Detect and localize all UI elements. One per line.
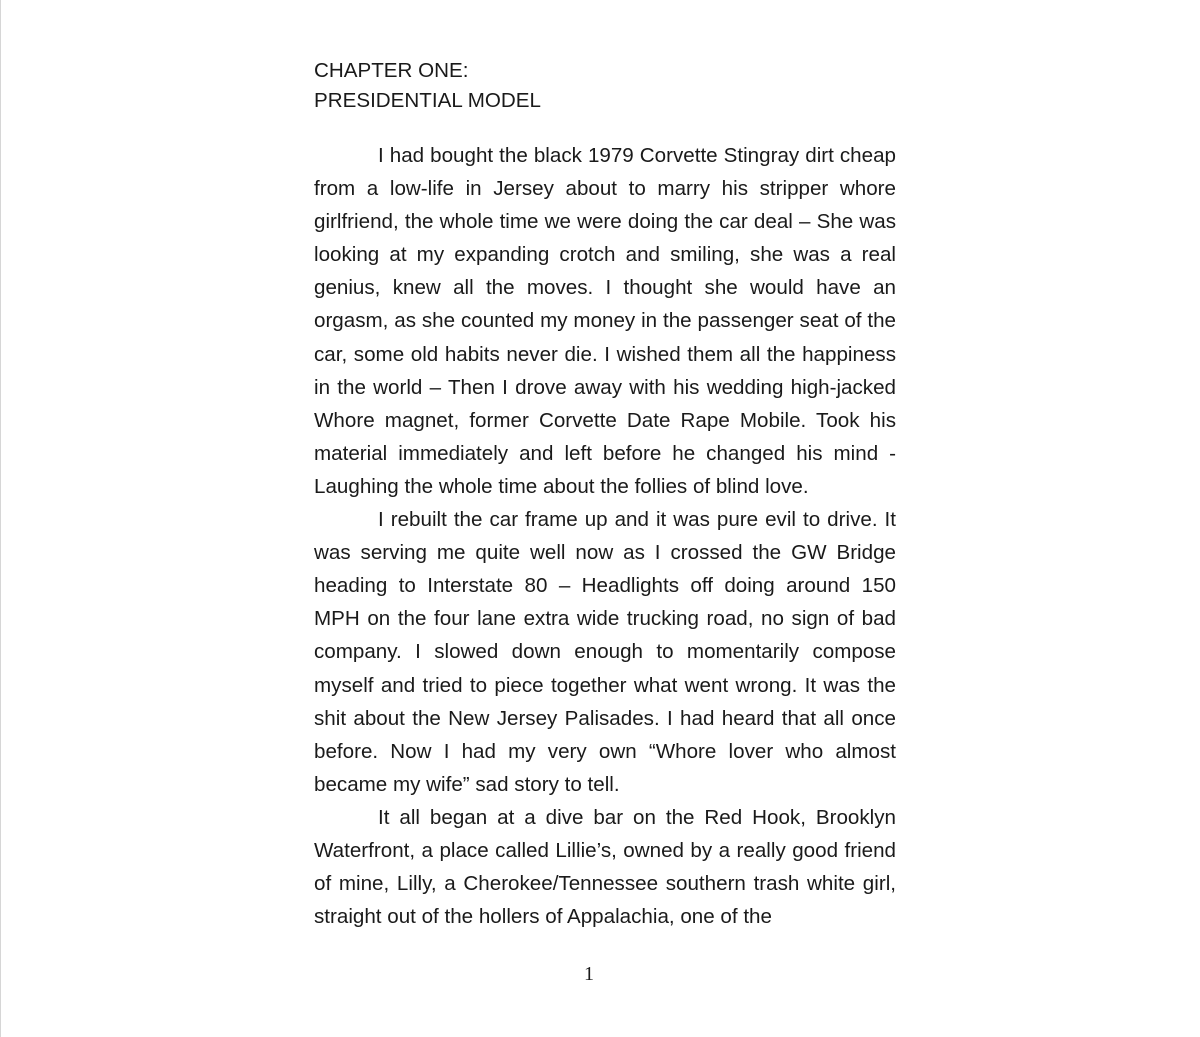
page-number: 1 xyxy=(584,963,594,985)
heading-spacer xyxy=(314,116,896,139)
paragraph-2: I rebuilt the car frame up and it was pure evil to drive. It was serving me quite well now as I crossed the GW Bridge heading to Interstate 80 – Headlights off doing around 150 MPH on the four lane extra wide trucking road, no sign of bad company. I slowed down enough to momentarily compose myself and tried to piece together what went wrong. It was the shit about the New Jersey Palisades. I had heard that all once before. Now I had my very own “Whore lover who almost became my wife” sad story to tell. xyxy=(314,508,896,796)
paragraph-1: I had bought the black 1979 Corvette Stingray dirt cheap from a low-life in Jersey about to marry his stripper whore girlfriend, the whole time we were doing the car deal – She was looking at my expanding crotch and smiling, she was a real genius, knew all the moves. I thought she would have an orgasm, as she counted my money in the passenger seat of the car, some old habits never die. I wished them all the happiness in the world – Then I drove away with his wedding high-jacked Whore magnet, former Corvette Date Rape Mobile. Took his material immediately and left before he changed his mind - Laughing the whole time about the follies of blind love. xyxy=(314,144,896,498)
chapter-title: PRESIDENTIAL MODEL xyxy=(314,89,541,112)
text-column xyxy=(314,56,896,933)
chapter-label: CHAPTER ONE: xyxy=(314,59,469,82)
paragraph-3: It all began at a dive bar on the Red Hook, Brooklyn Waterfront, a place called Lillie’s, owned by a really good friend of mine, Lilly, a Cherokee/Tennessee southern trash white girl, straight out of the hollers of Appalachia, one of the xyxy=(314,805,896,929)
